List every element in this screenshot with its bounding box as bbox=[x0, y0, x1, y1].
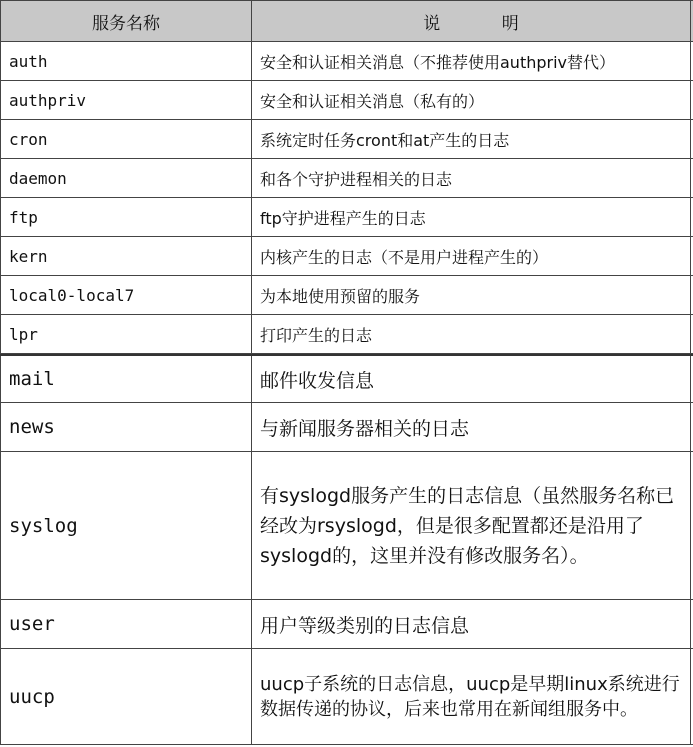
service-name-cell: mail bbox=[0, 356, 252, 402]
description-cell: uucp子系统的日志信息，uucp是早期linux系统进行数据传递的协议，后来也常用在新闻组服务中。 bbox=[252, 649, 691, 744]
table-row bbox=[0, 649, 693, 745]
service-name-cell: kern bbox=[0, 237, 252, 275]
table-row bbox=[0, 276, 693, 315]
description-cell: 与新闻服务器相关的日志 bbox=[252, 403, 691, 451]
service-name-cell: lpr bbox=[0, 315, 252, 353]
service-name-cell: daemon bbox=[0, 159, 252, 197]
description-cell: 邮件收发信息 bbox=[252, 356, 691, 402]
description-cell: 有syslogd服务产生的日志信息（虽然服务名称已经改为rsyslogd，但是很多配置都还是沿用了syslogd的，这里并没有修改服务名）。 bbox=[252, 452, 691, 599]
table-row bbox=[0, 315, 693, 354]
header-service-name: 服务名称 bbox=[0, 1, 252, 41]
table-row bbox=[0, 600, 693, 649]
description-cell: ftp守护进程产生的日志 bbox=[252, 198, 691, 236]
table-row bbox=[0, 81, 693, 120]
service-name-cell: auth bbox=[0, 42, 252, 80]
header-description: 说 明 bbox=[252, 1, 691, 41]
description-cell: 内核产生的日志（不是用户进程产生的） bbox=[252, 237, 691, 275]
description-cell: 系统定时任务cront和at产生的日志 bbox=[252, 120, 691, 158]
table-row bbox=[0, 452, 693, 600]
service-name-cell: local0-local7 bbox=[0, 276, 252, 314]
service-name-cell: ftp bbox=[0, 198, 252, 236]
description-cell: 安全和认证相关消息（不推荐使用authpriv替代） bbox=[252, 42, 691, 80]
service-name-cell: news bbox=[0, 403, 252, 451]
table-row bbox=[0, 159, 693, 198]
description-cell: 为本地使用预留的服务 bbox=[252, 276, 691, 314]
table-row bbox=[0, 354, 693, 403]
service-name-cell: uucp bbox=[0, 649, 252, 744]
service-name-cell: user bbox=[0, 600, 252, 648]
description-cell: 安全和认证相关消息（私有的） bbox=[252, 81, 691, 119]
description-cell: 和各个守护进程相关的日志 bbox=[252, 159, 691, 197]
table-row bbox=[0, 403, 693, 452]
service-name-cell: cron bbox=[0, 120, 252, 158]
table-row bbox=[0, 42, 693, 81]
service-name-cell: authpriv bbox=[0, 81, 252, 119]
table-row bbox=[0, 237, 693, 276]
description-cell: 打印产生的日志 bbox=[252, 315, 691, 353]
service-name-cell: syslog bbox=[0, 452, 252, 599]
table-row bbox=[0, 198, 693, 237]
table-row bbox=[0, 120, 693, 159]
table-header bbox=[0, 0, 693, 42]
description-cell: 用户等级类别的日志信息 bbox=[252, 600, 691, 648]
